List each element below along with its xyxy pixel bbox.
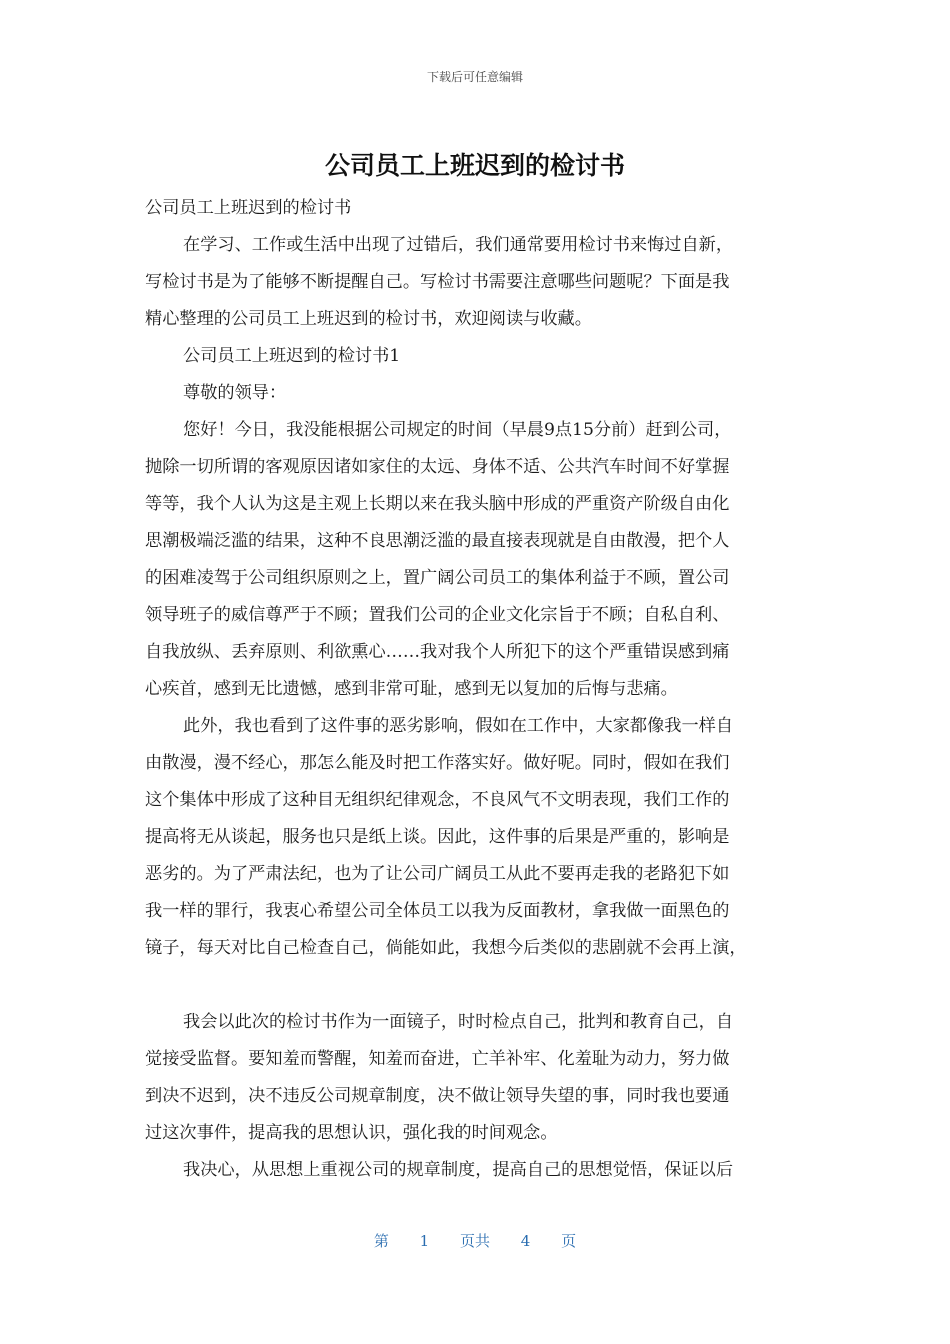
body-line: 过这次事件，提高我的思想认识，强化我的时间观念。	[145, 1123, 558, 1143]
body-line: 我一样的罪行，我衷心希望公司全体员工以我为反面教材，拿我做一面黑色的	[145, 901, 730, 921]
body-line: 抛除一切所谓的客观原因诸如家住的太远、身体不适、公共汽车时间不好掌握	[145, 457, 730, 477]
body-line: 此外，我也看到了这件事的恶劣影响，假如在工作中，大家都像我一样自	[183, 716, 734, 736]
body-line: 我决心，从思想上重视公司的规章制度，提高自己的思想觉悟，保证以后	[183, 1160, 734, 1180]
salutation: 尊敬的领导：	[183, 383, 287, 403]
body-line: 公司员工上班迟到的检讨书	[145, 198, 352, 218]
body-line: 由散漫，漫不经心，那怎么能及时把工作落实好。做好呢。同时，假如在我们	[145, 753, 730, 773]
body-line: 等等，我个人认为这是主观上长期以来在我头脑中形成的严重资产阶级自由化	[145, 494, 730, 514]
body-line: 精心整理的公司员工上班迟到的检讨书，欢迎阅读与收藏。	[145, 309, 592, 329]
total-pages-number: 4	[520, 1232, 531, 1250]
body-line: 的困难凌驾于公司组织原则之上，置广阔公司员工的集体利益于不顾，置公司	[145, 568, 730, 588]
body-line: 在学习、工作或生活中出现了过错后，我们通常要用检讨书来悔过自新，	[183, 235, 734, 255]
page-label-suffix: 页	[561, 1232, 577, 1250]
page-footer	[0, 1230, 950, 1251]
body-line: 思潮极端泛滥的结果，这种不良思潮泛滥的最直接表现就是自由散漫，把个人	[145, 531, 730, 551]
body-line: 心疾首，感到无比遗憾，感到非常可耻，感到无以复加的后悔与悲痛。	[145, 679, 678, 699]
body-line: 镜子，每天对比自己检查自己，倘能如此，我想今后类似的悲剧就不会再上演，	[145, 938, 747, 958]
body-line: 这个集体中形成了这种目无组织纪律观念，不良风气不文明表现，我们工作的	[145, 790, 730, 810]
document-title: 公司员工上班迟到的检讨书	[324, 151, 625, 180]
current-page-number: 1	[419, 1232, 430, 1250]
body-line: 提高将无从谈起，服务也只是纸上谈。因此，这件事的后果是严重的，影响是	[145, 827, 730, 847]
body-line: 恶劣的。为了严肃法纪，也为了让公司广阔员工从此不要再走我的老路犯下如	[145, 864, 730, 884]
body-line: 觉接受监督。要知羞而警醒，知羞而奋进，亡羊补牢、化羞耻为动力，努力做	[145, 1049, 730, 1069]
section-heading: 公司员工上班迟到的检讨书1	[183, 346, 401, 366]
header-note: 下载后可任意编辑	[426, 70, 523, 84]
document-body	[145, 190, 810, 1189]
page-label-mid: 页共	[459, 1232, 490, 1250]
body-line: 自我放纵、丢弃原则、利欲熏心……我对我个人所犯下的这个严重错误感到痛	[145, 642, 730, 662]
body-line: 写检讨书是为了能够不断提醒自己。写检讨书需要注意哪些问题呢？下面是我	[145, 272, 730, 292]
body-line: 领导班子的威信尊严于不顾；置我们公司的企业文化宗旨于不顾；自私自利、	[145, 605, 730, 625]
blank-line	[145, 967, 810, 1004]
body-line: 您好！今日，我没能根据公司规定的时间（早晨9点15分前）赶到公司，	[183, 420, 732, 440]
page-label-prefix: 第	[373, 1232, 389, 1250]
body-line: 我会以此次的检讨书作为一面镜子，时时检点自己，批判和教育自己，自	[183, 1012, 734, 1032]
body-line: 到决不迟到，决不违反公司规章制度，决不做让领导失望的事，同时我也要通	[145, 1086, 730, 1106]
